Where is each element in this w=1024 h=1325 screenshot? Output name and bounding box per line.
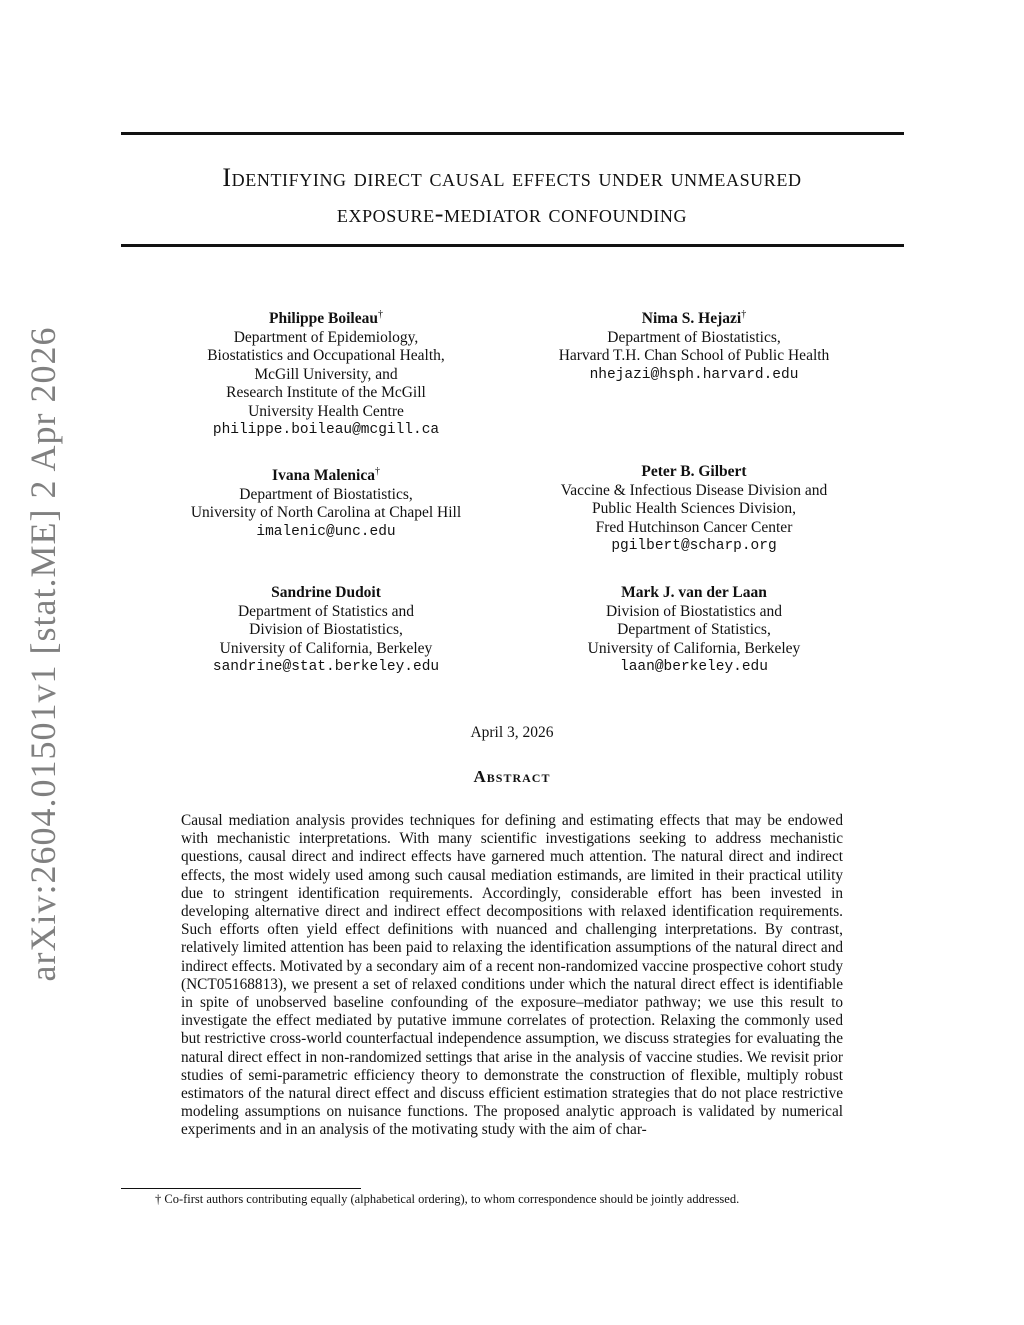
abstract-body: Causal mediation analysis provides techniques for defining and estimating effects that may be endowed with mechanistic interpretations. With many scientific investigations seeking to address mechanistic questions, causal direct and indirect effects have garnered much attention. The natural direct and indirect effects, the most widely used among such causal mediation estimands, are limited in their practical utility due to stringent identification requirements. Accordingly, considerable effort has been invested in developing alternative direct and indirect effect decompositions with relaxed identification requirements. Such efforts often yield effect definitions with nuanced and challenging interpretations. By contrast, relatively limited attention has been paid to relaxing the identification assumptions of the natural direct and indirect effects. Motivated by a secondary aim of a recent non-randomized vaccine prospective cohort study (NCT05168813), we present a set of relaxed conditions under which the natural direct effect is identifiable in spite of unobserved baseline confounding of the exposure–mediator pathway; we use this result to investigate the effect mediated by putative immune correlates of protection. Relaxing the commonly used but restrictive cross-world counterfactual independence assumption, we discuss strategies for evaluating the natural direct effect in non-randomized settings that arise in the analysis of vaccine studies. We revisit prior studies of semi-parametric efficiency theory to demonstrate the construction of flexible, multiply robust estimators of the natural direct effect and discuss efficient estimation strategies that do not place restrictive modeling assumptions on nuisance functions. The proposed analytic approach is validated by numerical experiments and in an analysis of the motivating study with the aim of char- (181, 812, 843, 1139)
author-email[interactable]: nhejazi@hsph.harvard.edu (589, 366, 799, 383)
author-email[interactable]: laan@berkeley.edu (620, 659, 768, 675)
affiliation-line: University of North Carolina at Chapel Hill (190, 504, 462, 522)
author-block (514, 584, 874, 677)
author-email[interactable]: imalenic@unc.edu (256, 523, 396, 540)
affiliation-line: University of California, Berkeley (219, 639, 433, 657)
author-block (146, 306, 506, 440)
affiliation-line: Public Health Sciences Division, (591, 500, 797, 517)
affiliation-line: Division of Biostatistics, (249, 621, 403, 638)
author-email[interactable]: sandrine@stat.berkeley.edu (212, 659, 440, 675)
affiliation-line: Department of Biostatistics, (607, 328, 781, 346)
author-block (514, 463, 874, 556)
co-first-mark: † (374, 466, 380, 477)
author-block (146, 463, 506, 541)
abstract-heading: Abstract (473, 767, 551, 786)
paper-title (100, 160, 924, 232)
author-name: Nima S. Hejazi (641, 310, 742, 328)
affiliation-line: McGill University, and (254, 365, 398, 383)
footnote-rule (121, 1188, 361, 1189)
title-rule-top (121, 132, 904, 135)
title-rule-bottom (121, 244, 904, 247)
author-block (146, 584, 506, 677)
author-name: Sandrine Dudoit (271, 584, 381, 601)
arxiv-identifier: arXiv:2604.01501v1 [stat.ME] 2 Apr 2026 (23, 326, 63, 982)
affiliation-line: Division of Biostatistics and (605, 602, 783, 620)
affiliation-line: University Health Centre (248, 402, 404, 420)
affiliation-line: Fred Hutchinson Cancer Center (595, 518, 793, 536)
affiliation-line: Department of Biostatistics, (239, 485, 413, 503)
title-line-2: exposure-mediator confounding (336, 199, 688, 228)
author-block (514, 306, 874, 384)
affiliation-line: Biostatistics and Occupational Health, (207, 347, 445, 365)
affiliation-line: Department of Statistics, (617, 621, 771, 638)
author-email[interactable]: pgilbert@scharp.org (611, 538, 777, 554)
affiliation-line: Vaccine & Infectious Disease Division and (560, 481, 828, 499)
affiliation-line: University of California, Berkeley (587, 639, 801, 657)
affiliation-line: Research Institute of the McGill (226, 384, 426, 402)
co-first-mark: † (741, 309, 747, 320)
affiliation-line: Department of Epidemiology, (233, 328, 419, 346)
footnote: † Co-first authors contributing equally (alphabetical ordering), to whom correspondence should be jointly addressed. (155, 1192, 740, 1206)
affiliation-line: Department of Statistics and (237, 602, 415, 620)
author-email[interactable]: philippe.boileau@mcgill.ca (212, 422, 440, 439)
affiliation-line: Harvard T.H. Chan School of Public Health (558, 347, 830, 365)
publication-date: April 3, 2026 (470, 724, 554, 741)
author-name: Peter B. Gilbert (641, 463, 747, 480)
author-name: Ivana Malenica (272, 467, 375, 485)
author-name: Philippe Boileau (269, 310, 378, 328)
author-name: Mark J. van der Laan (621, 584, 767, 601)
co-first-mark: † (377, 309, 383, 320)
title-line-1: Identifying direct causal effects under unmeasured (222, 163, 802, 192)
